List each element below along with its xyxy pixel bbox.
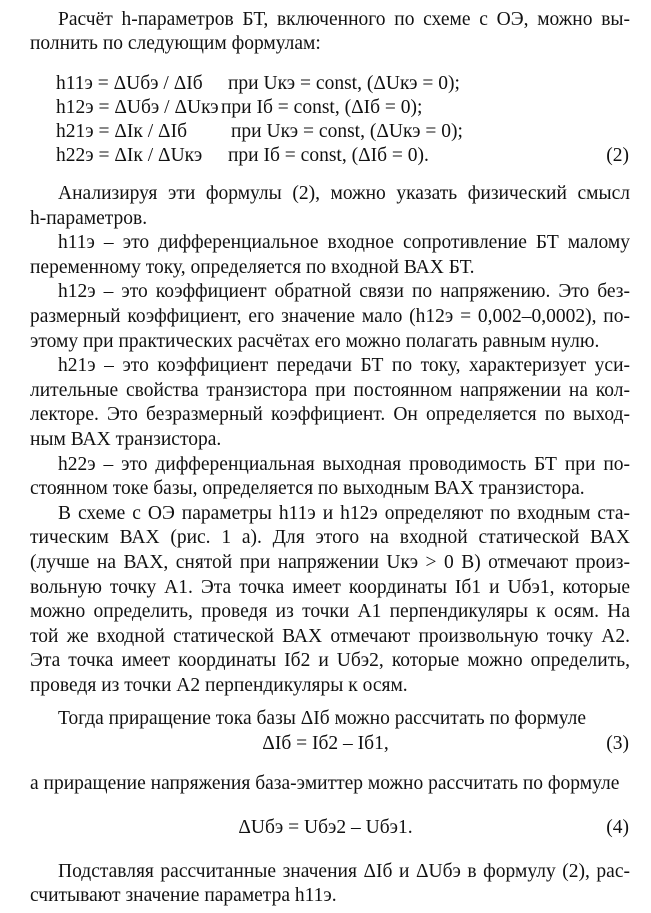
body-line: [30, 649, 630, 673]
formula-h12-cond-text: при Iб = const, (ΔIб = 0);: [221, 97, 423, 118]
formula-h22: [56, 144, 202, 168]
intro-text-2: полнить по следующим формулам:: [30, 33, 321, 54]
body-line: [30, 428, 221, 452]
body-line: [30, 625, 630, 649]
body-line-text: лительные свойства транзистора при постоянном напряжении на кол-: [30, 379, 630, 401]
body-line-text: стоянном токе базы, определяется по выходным ВАХ транзистора.: [30, 478, 585, 500]
formula-h11-lhs: h11э = ΔUбэ / ΔIб: [56, 73, 203, 94]
intro-line-1: [58, 8, 630, 32]
body-line: [58, 502, 630, 526]
body-line-text: Тогда приращение тока базы ΔIб можно рассчитать по формуле: [58, 707, 587, 729]
body-line: [30, 551, 630, 575]
body-line: [30, 256, 474, 280]
formula-h22-lhs: h22э = ΔIк / ΔUкэ: [56, 145, 203, 166]
body-line: [58, 231, 630, 255]
equation-number-2: [606, 144, 629, 168]
formula-h21-lhs: h21э = ΔIк / ΔIб: [56, 121, 187, 142]
equation-number-4-text: (4): [606, 817, 629, 838]
intro-line-2: [30, 32, 321, 56]
body-line-text: этому при практических расчётах его можно полагать равным нулю.: [30, 330, 600, 352]
body-line-text: ным ВАХ транзистора.: [30, 429, 222, 450]
body-line: [30, 477, 585, 501]
body-line-text: можно определить, проведя из точки А1 перпендикуляры к осям. На: [30, 601, 630, 623]
final-text-1: Подставляя рассчитанные значения ΔIб и ΔUбэ в формулу (2), рас-: [58, 861, 630, 882]
formula-h22-condition: [228, 144, 429, 168]
body-line-text: проведя из точки А2 перпендикуляры к осям.: [30, 675, 408, 696]
body-line: [30, 526, 630, 550]
body-line: [30, 600, 630, 624]
final-line-1: [58, 860, 630, 884]
body-line-text: h11э – это дифференциальное входное сопротивление БТ малому: [58, 232, 630, 254]
body-line: [30, 576, 630, 600]
mid-line: [30, 772, 619, 796]
equation-3-text: ΔIб = Iб2 – Iб1,: [262, 733, 389, 754]
body-line-text: Эта точка имеет координаты Iб2 и Uбэ2, которые можно определить,: [30, 650, 630, 672]
equation-3: [0, 732, 651, 756]
formula-h21: [56, 120, 187, 144]
formula-h22-cond-text: при Iб = const, (ΔIб = 0).: [228, 145, 429, 166]
equation-4-text: ΔUбэ = Uбэ2 – Uбэ1.: [238, 817, 413, 838]
body-line-text: h-параметров.: [30, 207, 148, 229]
formula-h12: [56, 96, 219, 120]
intro-text-1: Расчёт h-параметров БТ, включенного по схеме с ОЭ, можно вы-: [58, 9, 630, 30]
formula-h11-cond-text: при Uкэ = const, (ΔUкэ = 0);: [228, 73, 460, 94]
body-line: [30, 207, 147, 231]
formula-h11: [56, 72, 203, 96]
body-line: [58, 453, 630, 477]
body-line-text: (лучше на ВАХ, снятой при напряжении Uкэ > 0 В) отмечают произ-: [30, 552, 630, 573]
equation-4: [0, 816, 651, 840]
equation-number-4: [606, 816, 629, 840]
body-line: [58, 707, 586, 731]
formula-h12-lhs: h12э = ΔUбэ / ΔUкэ: [56, 97, 219, 118]
formula-h11-condition: [228, 72, 460, 96]
body-line-text: тическим ВАХ (рис. 1 а). Для этого на входной статической ВАХ: [30, 527, 630, 549]
final-line-2: [30, 884, 337, 908]
formula-h21-condition: [231, 120, 463, 144]
body-line: [58, 354, 630, 378]
final-text-2: считывают значение параметра h11э.: [30, 885, 337, 906]
equation-number-2-text: (2): [606, 145, 629, 166]
mid-line-text: а приращение напряжения база-эмиттер можно рассчитать по формуле: [30, 773, 620, 794]
body-line: [58, 280, 630, 304]
body-line: [30, 403, 630, 427]
body-line-text: переменному току, определяется по входной ВАХ БТ.: [30, 256, 475, 278]
body-line-text: вольную точку А1. Эта точка имеет координаты Iб1 и Uбэ1, которые: [30, 576, 630, 598]
body-line: [30, 330, 599, 354]
equation-number-3-text: (3): [606, 733, 629, 754]
body-line-text: той же входной статической ВАХ отмечают произвольную точку А2.: [30, 625, 630, 647]
body-line-text: В схеме с ОЭ параметры h11э и h12э определяют по входным ста-: [58, 502, 630, 524]
body-line: [58, 182, 630, 206]
formula-h21-cond-text: при Uкэ = const, (ΔUкэ = 0);: [231, 121, 463, 142]
body-line-text: лекторе. Это безразмерный коэффициент. Он определяется по выход-: [30, 404, 630, 426]
body-line-text: h22э – это дифференциальная выходная проводимость БТ при по-: [58, 453, 630, 475]
body-line: [30, 674, 408, 698]
body-line: [30, 379, 630, 403]
equation-number-3: [606, 732, 629, 756]
formula-h12-condition: [221, 96, 422, 120]
body-line-text: Анализируя эти формулы (2), можно указать физический смысл: [58, 183, 630, 204]
body-line-text: размерный коэффициент, его значение мало (h12э = 0,002–0,0002), по-: [30, 306, 630, 327]
body-line: [30, 305, 630, 329]
body-line-text: h21э – это коэффициент передачи БТ по току, характеризует уси-: [58, 355, 630, 377]
body-line-text: h12э – это коэффициент обратной связи по напряжению. Это без-: [58, 281, 630, 303]
